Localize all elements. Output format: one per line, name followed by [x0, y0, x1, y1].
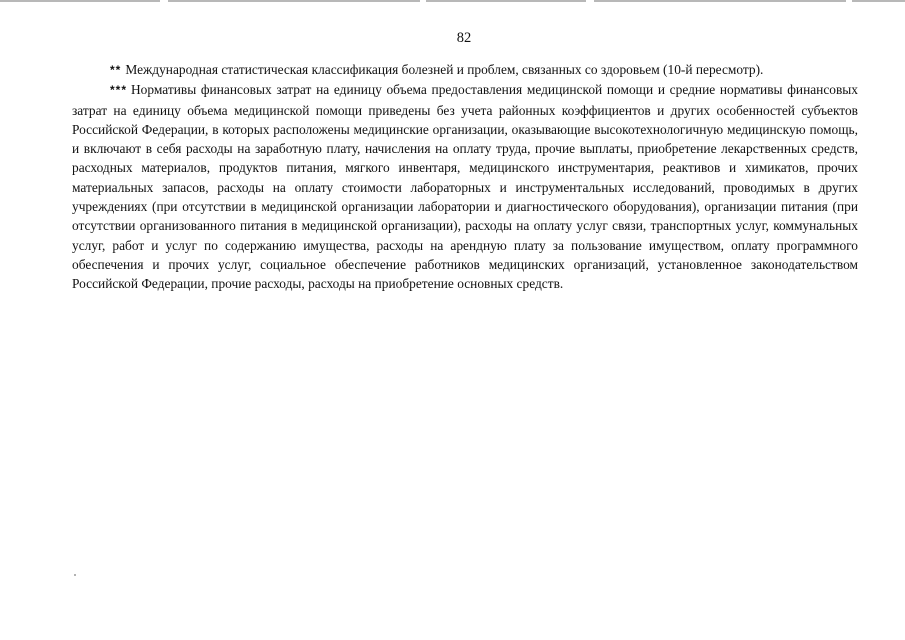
footnote-text: Нормативы финансовых затрат на единицу объема предоставления медицинской помощи и средние нормативы финансовых затрат на единицу объема медицинской помощи приведены без учета районных коэффициентов и других особенностей субъектов Российской Федерации, в которых расположены медицинские организации, оказывающие высокотехнологичную медицинскую помощь, и включают в себя расходы на заработную плату, начисления на оплату труда, прочие выплаты, приобретение лекарственных средств, расходных материалов, продуктов питания, мягкого инвентаря, медицинского инструментария, реактивов и химикатов, прочих материальных запасов, расходы на оплату стоимости лабораторных и инструментальных исследований, проводимых в других учреждениях (при отсутствии в медицинской организации лаборатории и диагностического оборудования), организации питания (при отсутствии организованного питания в медицинской организации), расходы на оплату услуг связи, транспортных услуг, коммунальных услуг, работ и услуг по содержанию имущества, расходы на арендную плату за пользование имуществом, оплату программного обеспечения и прочих услуг, социальное обеспечение работников медицинских организаций, установленное законодательством Российской Федерации, прочие расходы, расходы на приобретение основных средств.	[72, 82, 858, 292]
footnote-cost-standards	[72, 80, 858, 293]
scan-top-edge	[0, 0, 905, 2]
footnotes	[72, 60, 858, 294]
scan-artifact	[74, 574, 76, 576]
page-number: 82	[456, 30, 472, 46]
footnote-marker: **	[110, 63, 122, 77]
footnote-text: Международная статистическая классификация болезней и проблем, связанных со здоровьем (10-й пересмотр).	[125, 62, 764, 77]
footnote-icd-10	[72, 60, 858, 80]
footnote-marker: ***	[110, 83, 128, 98]
